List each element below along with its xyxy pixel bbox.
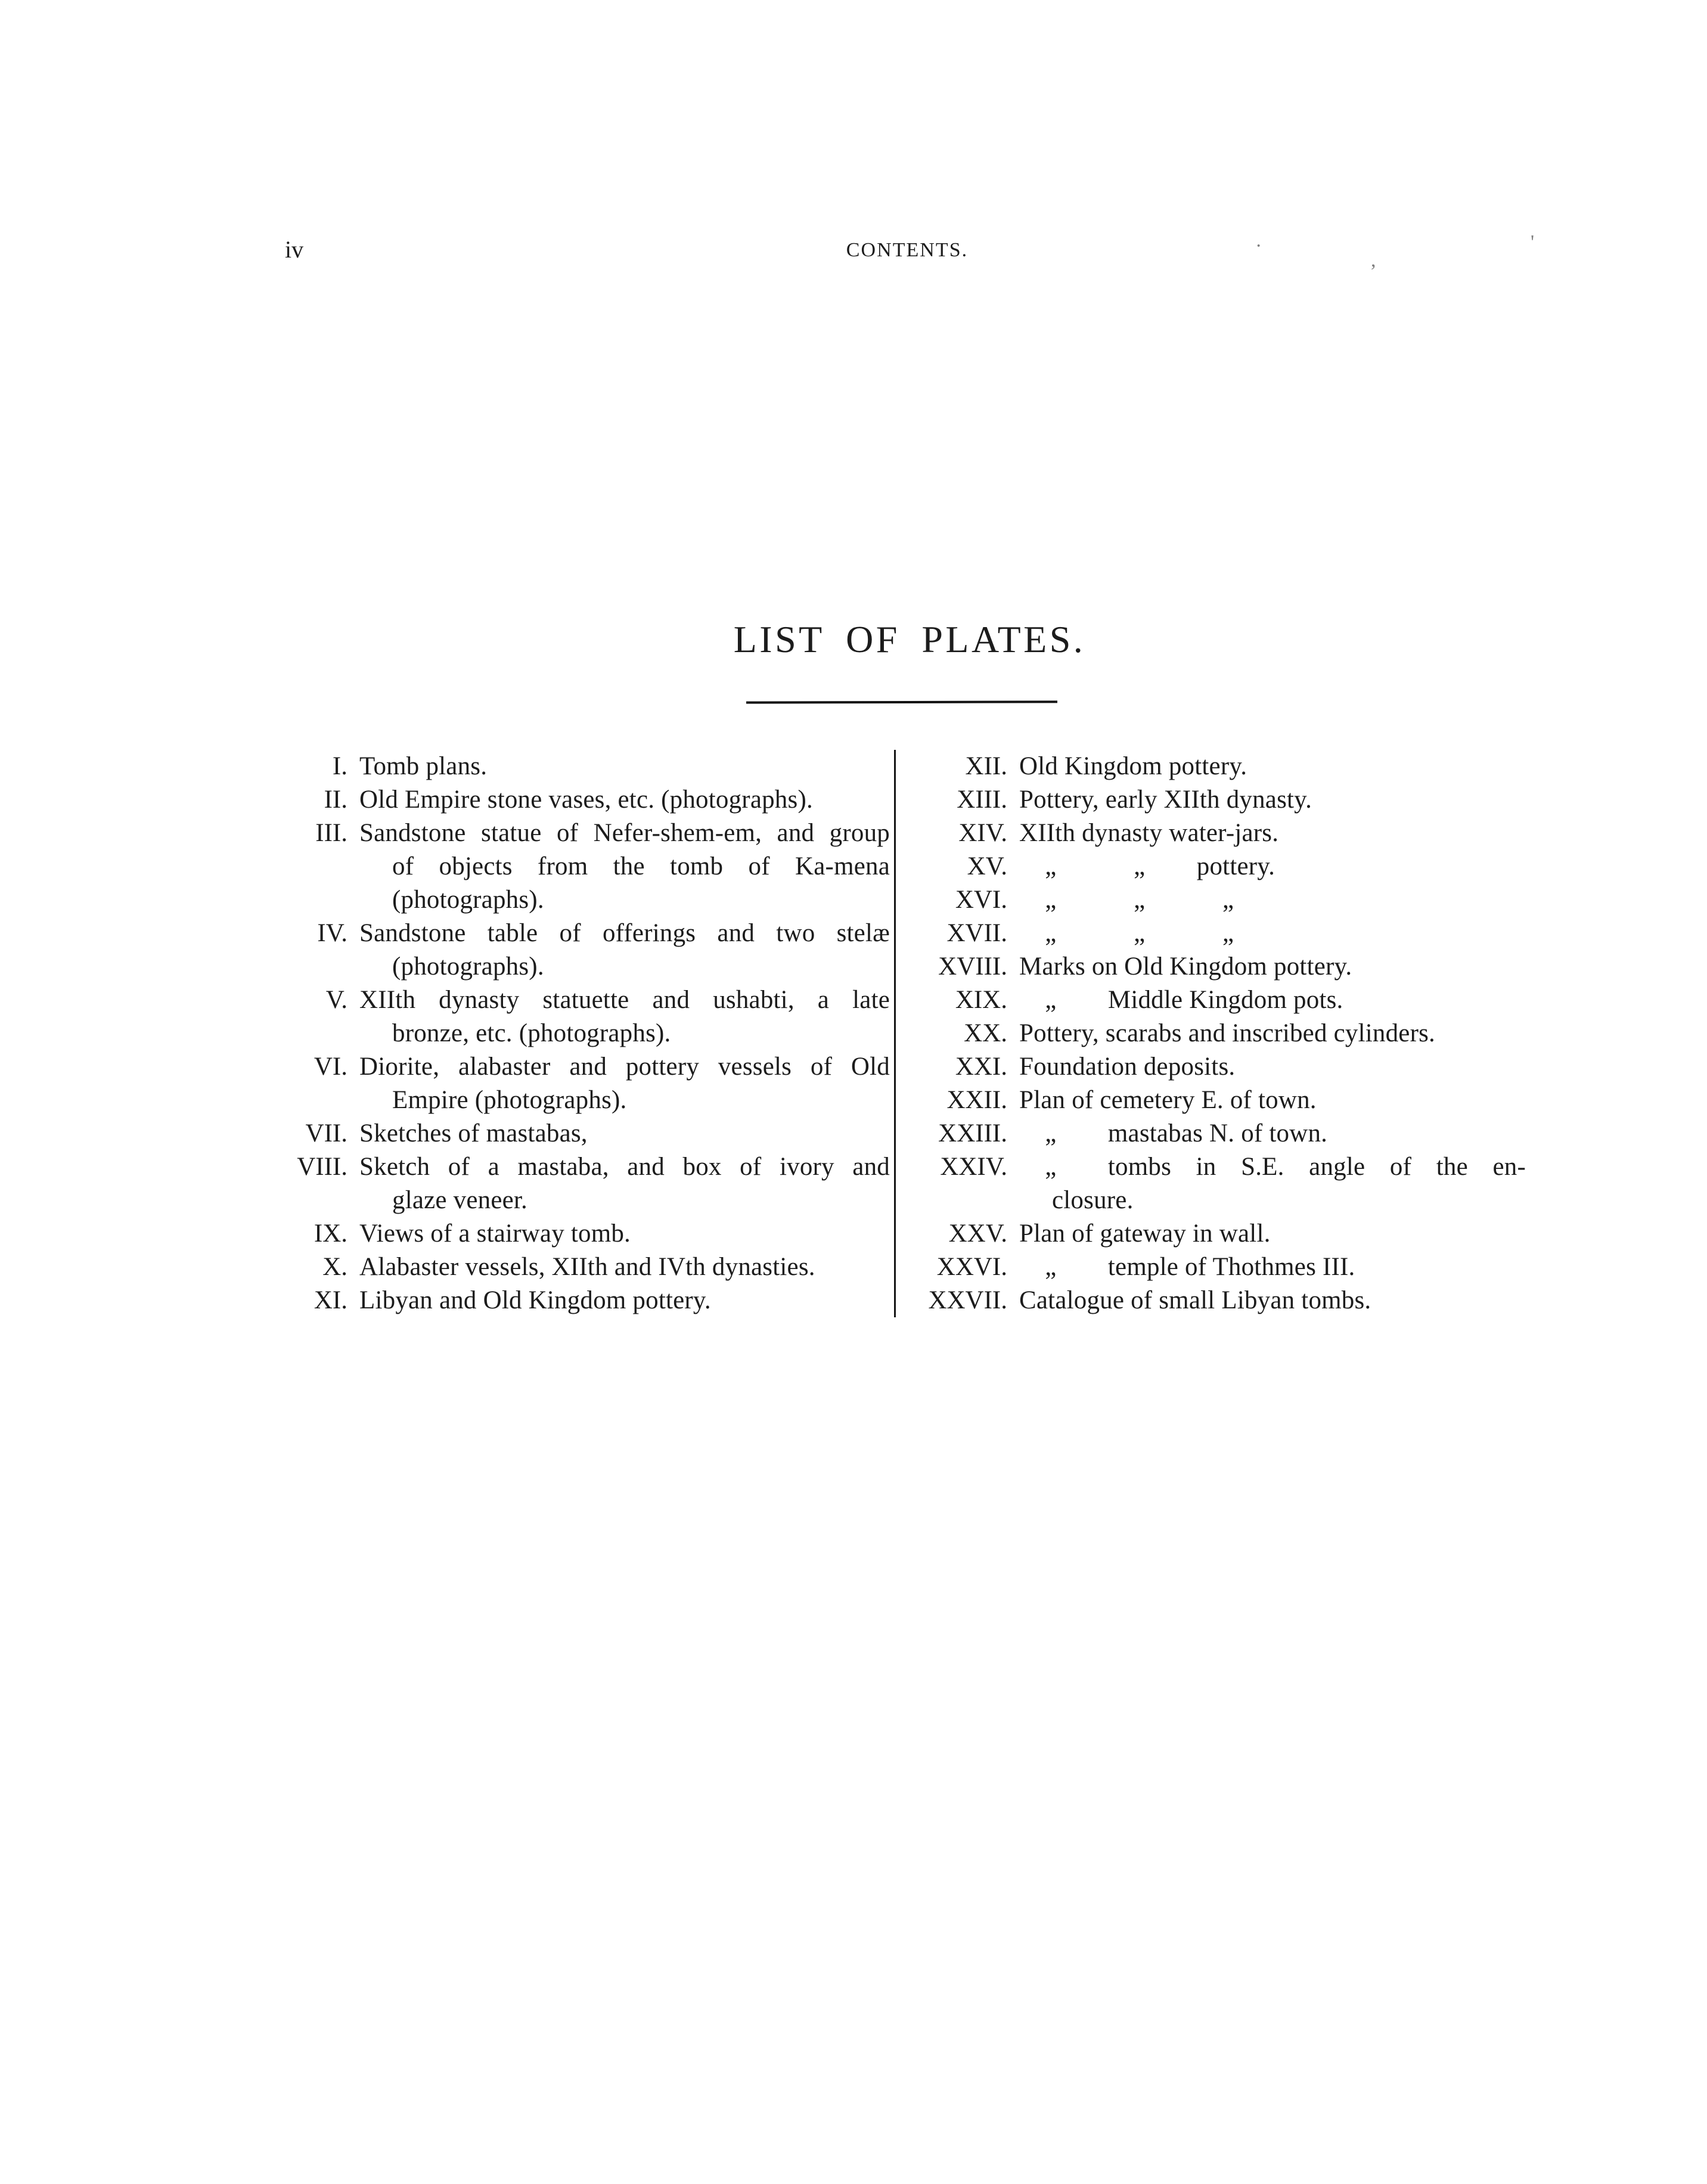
plate-list xyxy=(279,750,1526,1317)
plate-number: VI. xyxy=(314,1053,347,1081)
plate-row xyxy=(279,1017,890,1050)
plate-row xyxy=(279,783,890,817)
scan-speck: ' xyxy=(1531,231,1535,253)
plate-description-line: closure. xyxy=(1052,1186,1134,1214)
plate-description-line: „ „ „ xyxy=(1019,886,1234,914)
plate-description-line: Tomb plans. xyxy=(359,752,488,780)
plate-row xyxy=(917,1251,1526,1284)
plate-number: I. xyxy=(332,752,347,780)
plate-number: XXIV. xyxy=(940,1153,1007,1181)
plate-number: XII. xyxy=(965,752,1007,780)
plate-number: XVI. xyxy=(955,886,1007,914)
plate-number: XXI. xyxy=(955,1053,1007,1081)
plate-description-line: Pottery, early XIIth dynasty. xyxy=(1019,786,1312,814)
plate-row xyxy=(279,850,890,883)
plate-row xyxy=(917,1217,1526,1251)
plate-row xyxy=(279,1117,890,1150)
plate-row xyxy=(279,1084,890,1117)
plate-row xyxy=(279,1284,890,1317)
page-number: iv xyxy=(285,236,304,263)
plate-row xyxy=(917,1017,1526,1050)
plate-row xyxy=(279,817,890,850)
plate-number: XI. xyxy=(314,1286,347,1314)
plate-number: VIII. xyxy=(297,1153,347,1181)
plate-description-line: (photographs). xyxy=(392,886,544,914)
plate-description-line: XIIth dynasty water-jars. xyxy=(1019,819,1279,847)
plate-description-line: Foundation deposits. xyxy=(1019,1053,1236,1081)
plate-row xyxy=(279,950,890,984)
plate-row xyxy=(917,1150,1526,1184)
plate-description-line: Plan of cemetery E. of town. xyxy=(1019,1086,1317,1114)
plate-row xyxy=(279,750,890,783)
plate-description-line: Plan of gateway in wall. xyxy=(1019,1220,1271,1248)
scan-speck: , xyxy=(1371,249,1376,271)
plate-description-line: Libyan and Old Kingdom pottery. xyxy=(359,1286,711,1314)
running-header: CONTENTS. xyxy=(846,239,969,261)
plate-description-line: Old Empire stone vases, etc. (photographs). xyxy=(359,786,813,814)
plate-row xyxy=(917,1050,1526,1084)
plate-description-line: (photographs). xyxy=(392,953,544,981)
plate-number: III. xyxy=(315,819,347,847)
plate-number xyxy=(279,883,347,917)
plate-row xyxy=(917,1184,1526,1217)
plate-number: XX. xyxy=(964,1019,1007,1047)
plate-number: X. xyxy=(322,1253,347,1281)
plate-description-line: „ temple of Thothmes III. xyxy=(1019,1253,1355,1281)
page-title: LIST OF PLATES. xyxy=(733,618,1086,660)
plate-description-line: Pottery, scarabs and inscribed cylinders. xyxy=(1019,1019,1435,1047)
plate-row xyxy=(917,1284,1526,1317)
plate-row xyxy=(279,1150,890,1184)
plate-number: XVIII. xyxy=(938,953,1007,981)
plate-description-line: Marks on Old Kingdom pottery. xyxy=(1019,953,1352,981)
plate-number xyxy=(279,850,347,883)
plate-row xyxy=(917,917,1526,950)
plate-number: XXII. xyxy=(946,1086,1007,1114)
plate-description-line: Sketches of mastabas, xyxy=(359,1119,588,1147)
plate-number: IV. xyxy=(317,919,347,947)
plate-description-line: Diorite, alabaster and pottery vessels of Old xyxy=(359,1053,890,1081)
column-divider xyxy=(894,750,896,1317)
plate-row xyxy=(279,1184,890,1217)
plate-description-line: XIIth dynasty statuette and ushabti, a late xyxy=(359,986,890,1014)
plate-description-line: „ „ pottery. xyxy=(1019,852,1275,880)
plate-description-line: Sandstone table of offerings and two stelæ xyxy=(359,919,890,947)
plate-number: XV. xyxy=(967,852,1007,880)
plate-number xyxy=(279,1184,347,1217)
plate-number: XXIII. xyxy=(938,1119,1007,1147)
plate-description-line: Sandstone statue of Nefer-shem-em, and group xyxy=(359,819,890,847)
plate-number xyxy=(917,1184,1007,1217)
scan-speck: · xyxy=(1255,235,1262,257)
plate-number: XXV. xyxy=(948,1220,1007,1248)
plate-description-line: „ mastabas N. of town. xyxy=(1019,1119,1328,1147)
plate-description-line: Old Kingdom pottery. xyxy=(1019,752,1247,780)
plate-number: XXVI. xyxy=(936,1253,1007,1281)
plate-description-line: „ „ „ xyxy=(1019,919,1234,947)
plate-number xyxy=(279,1084,347,1117)
title-rule xyxy=(746,700,1057,703)
plate-row xyxy=(917,1084,1526,1117)
plate-description-line: glaze veneer. xyxy=(392,1186,528,1214)
plate-description-line: Catalogue of small Libyan tombs. xyxy=(1019,1286,1371,1314)
plate-number: XIX. xyxy=(955,986,1007,1014)
plate-row xyxy=(279,1217,890,1251)
plate-row xyxy=(917,850,1526,883)
plate-description-line: bronze, etc. (photographs). xyxy=(392,1019,671,1047)
plate-row xyxy=(279,917,890,950)
plate-description-line: „ tombs in S.E. angle of the en- xyxy=(1019,1153,1526,1181)
plate-row xyxy=(917,984,1526,1017)
plate-number: IX. xyxy=(314,1220,347,1248)
plate-row xyxy=(917,817,1526,850)
plate-number: V. xyxy=(325,986,347,1014)
plate-row xyxy=(917,883,1526,917)
plate-number: XVII. xyxy=(946,919,1007,947)
plate-row xyxy=(279,1251,890,1284)
plate-list-right-column xyxy=(917,750,1526,1317)
plate-number: XIV. xyxy=(958,819,1007,847)
plate-row xyxy=(917,750,1526,783)
plate-number xyxy=(279,950,347,984)
plate-row xyxy=(279,883,890,917)
plate-description-line: Sketch of a mastaba, and box of ivory and xyxy=(359,1153,890,1181)
plate-number: XXVII. xyxy=(928,1286,1007,1314)
plate-number: VII. xyxy=(305,1119,347,1147)
plate-list-left-column xyxy=(279,750,890,1317)
plate-description-line: of objects from the tomb of Ka-mena xyxy=(392,852,890,880)
plate-row xyxy=(279,1050,890,1084)
plate-row xyxy=(279,984,890,1017)
plate-number: XIII. xyxy=(957,786,1007,814)
plate-row xyxy=(917,783,1526,817)
plate-description-line: Alabaster vessels, XIIth and IVth dynasties. xyxy=(359,1253,815,1281)
plate-number xyxy=(279,1017,347,1050)
plate-description-line: „ Middle Kingdom pots. xyxy=(1019,986,1343,1014)
plate-number: II. xyxy=(324,786,347,814)
plate-description-line: Views of a stairway tomb. xyxy=(359,1220,631,1248)
plate-row xyxy=(917,950,1526,984)
plate-description-line: Empire (photographs). xyxy=(392,1086,627,1114)
plate-row xyxy=(917,1117,1526,1150)
